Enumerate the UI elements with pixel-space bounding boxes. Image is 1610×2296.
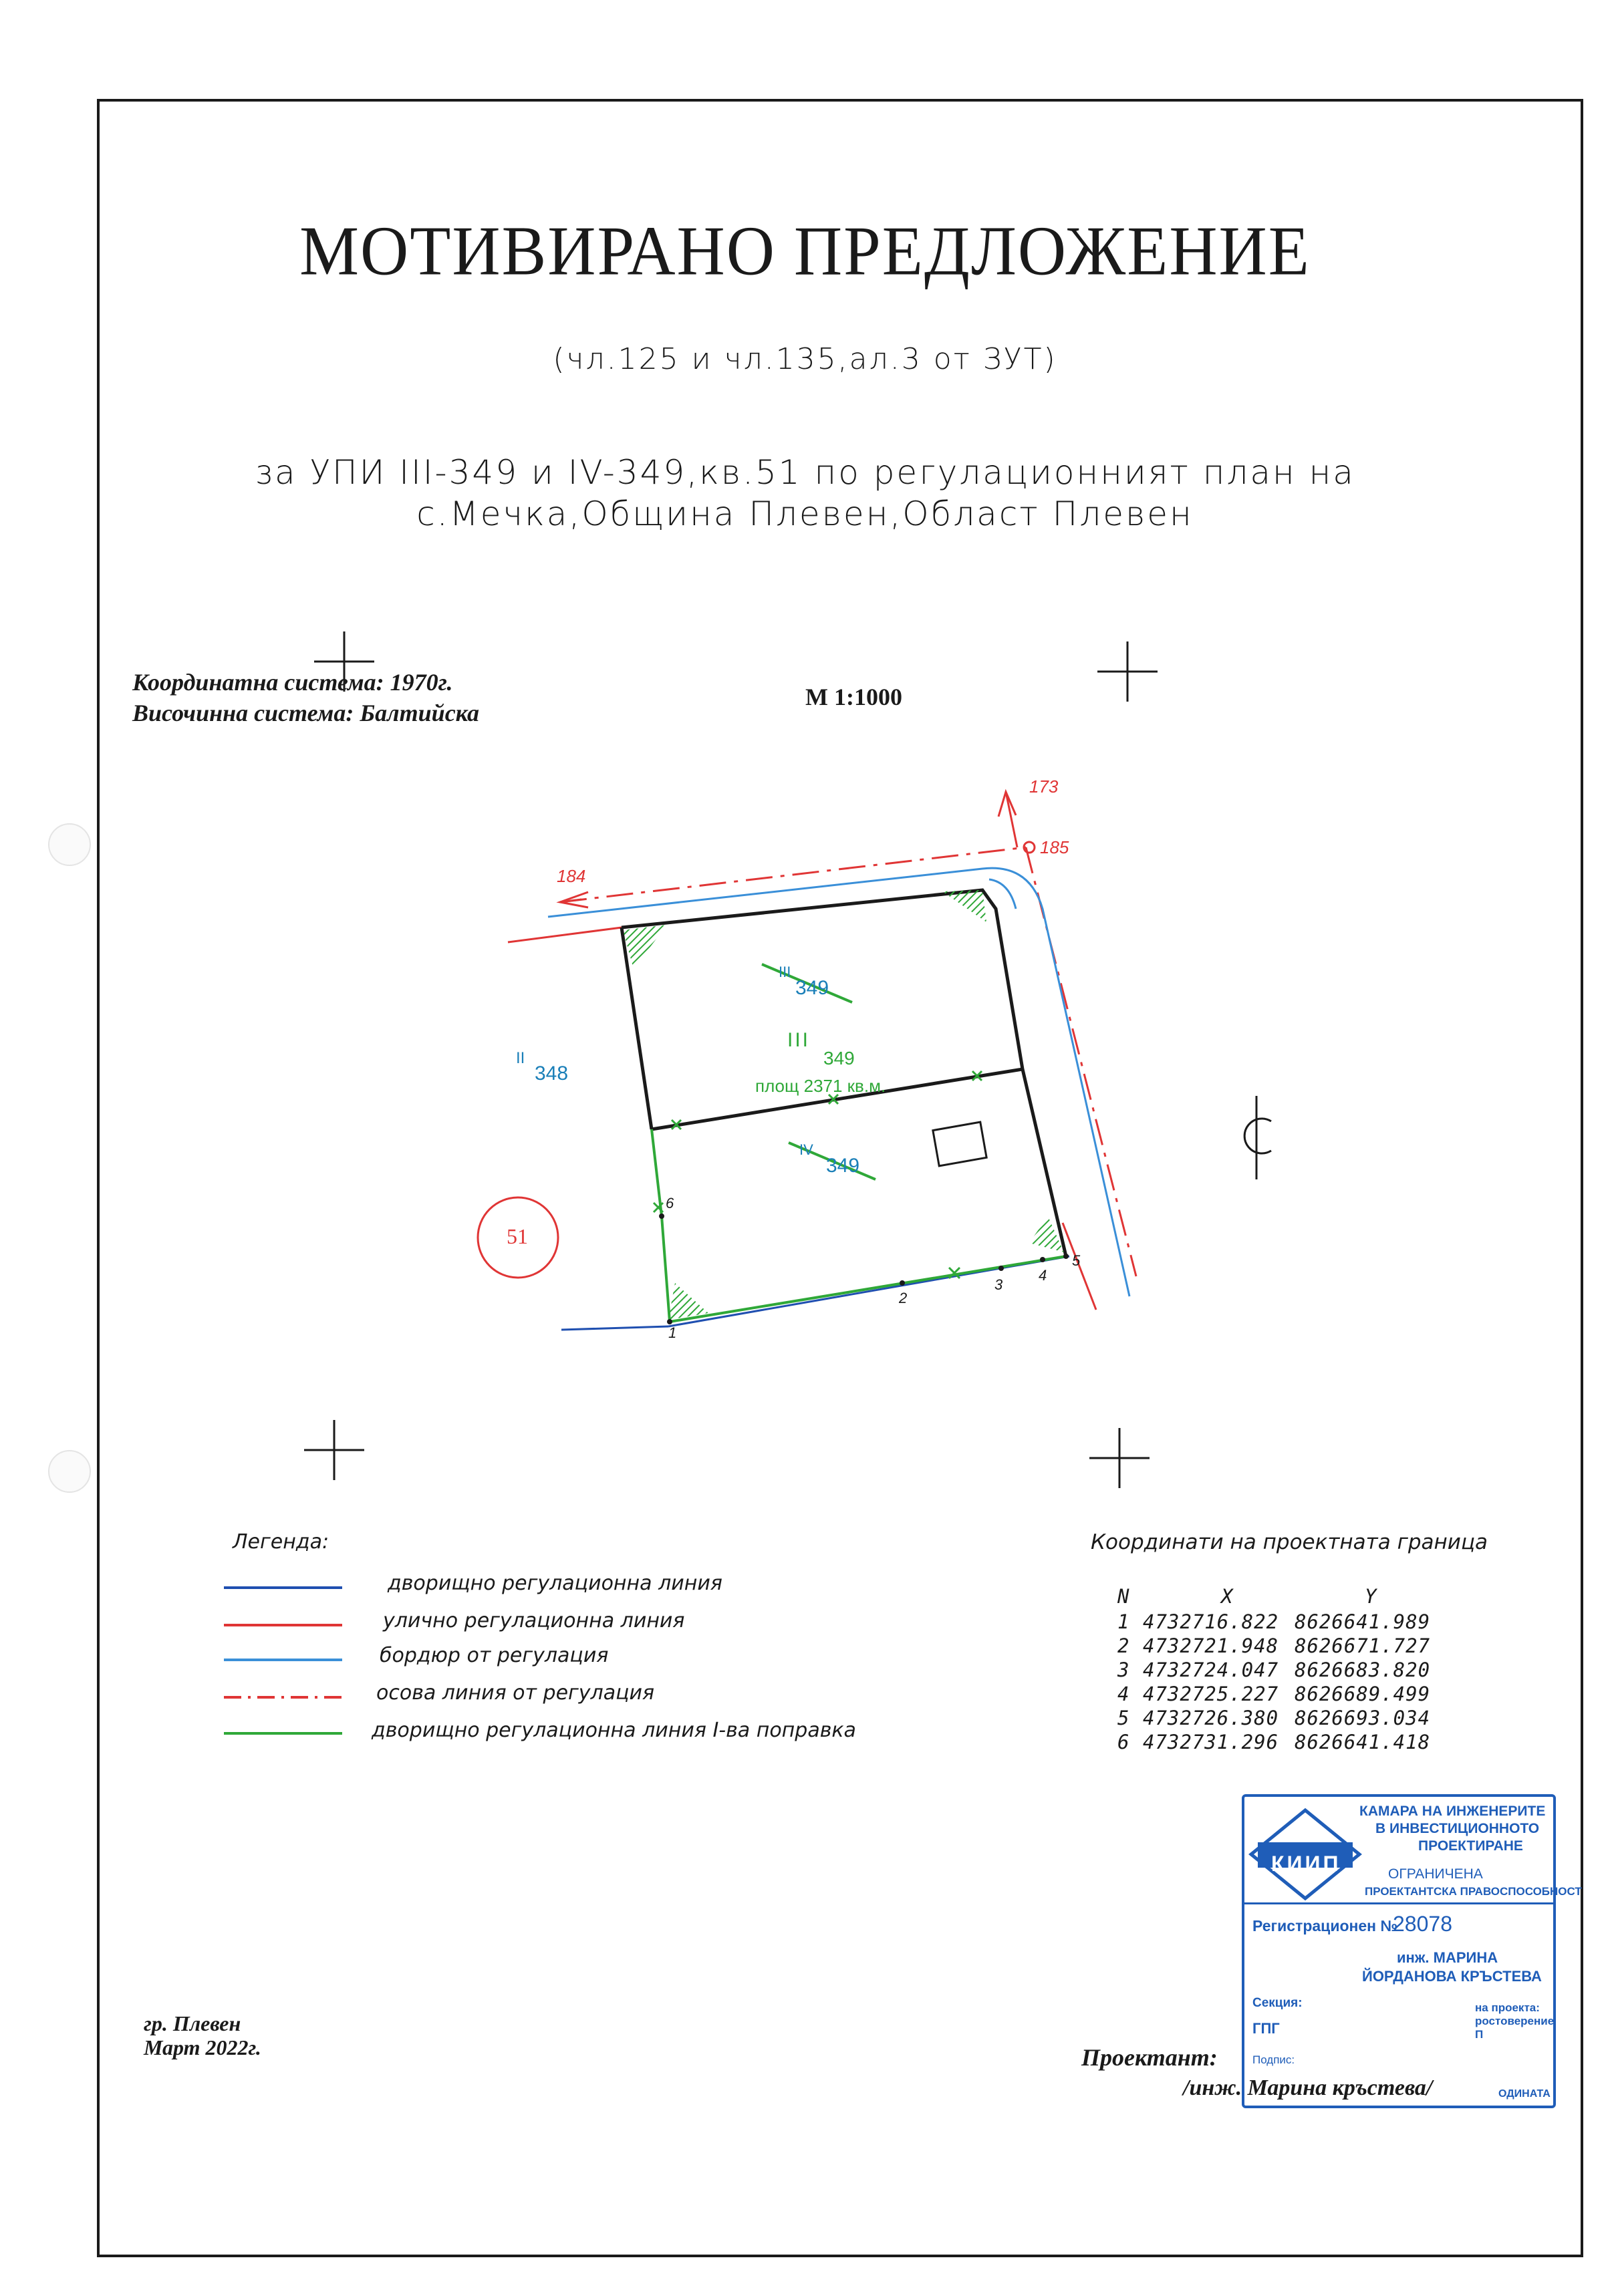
header-n: N xyxy=(1117,1585,1130,1608)
neighbor-plot-roman: II xyxy=(516,1049,525,1067)
street-label-184: 184 xyxy=(557,866,586,886)
parcel-outline xyxy=(622,890,1066,1256)
footer-date: Март 2022г. xyxy=(144,2035,261,2059)
legend-label-4: дворищно регулационна линия I-ва поправка xyxy=(372,1719,856,1742)
row-n: 4 xyxy=(1117,1683,1130,1705)
row-n: 1 xyxy=(1117,1610,1130,1633)
stamp-engineer-line-2: ЙОРДАНОВА КРЪСТЕВА xyxy=(1362,1968,1542,1985)
row-x: 4732721.948 xyxy=(1143,1634,1279,1657)
cross-mark xyxy=(1089,1428,1150,1488)
street-label-185: 185 xyxy=(1040,837,1069,857)
document-title: МОТИВИРАНО ПРЕДЛОЖЕНИЕ xyxy=(299,212,1311,290)
street-reg-line-north xyxy=(508,927,622,942)
point-label-1: 1 xyxy=(668,1324,677,1341)
survey-points xyxy=(659,1213,1069,1324)
header-x: X xyxy=(1221,1585,1234,1608)
row-y: 8626689.499 xyxy=(1295,1683,1431,1705)
row-x: 4732716.822 xyxy=(1143,1610,1279,1633)
stamp-org-line-3: ПРОЕКТИРАНЕ xyxy=(1418,1838,1523,1854)
point-label-2: 2 xyxy=(899,1290,908,1306)
row-n: 6 xyxy=(1117,1731,1130,1753)
document-subtitle: (чл.125 и чл.135,ал.3 от ЗУТ) xyxy=(553,342,1057,376)
row-x: 4732724.047 xyxy=(1143,1659,1279,1681)
coordinates-title: Координати на проектната граница xyxy=(1091,1530,1488,1554)
legend-swatches xyxy=(224,1588,342,1733)
new-plot-roman: III xyxy=(787,1029,811,1051)
street-label-173: 173 xyxy=(1029,776,1059,797)
building xyxy=(933,1122,986,1166)
legend-label-3: осова линия от регулация xyxy=(376,1681,655,1705)
legend-title: Легенда: xyxy=(233,1530,329,1554)
row-x: 4732726.380 xyxy=(1143,1707,1279,1729)
designer-label: Проектант: xyxy=(1081,2044,1218,2071)
stamp-logo-text: КИИП xyxy=(1271,1852,1341,1876)
designer-name: /инж. Марина кръстева/ xyxy=(1183,2075,1433,2100)
header-y: Y xyxy=(1365,1585,1377,1608)
stamp-org-line-1: КАМАРА НА ИНЖЕНЕРИТЕ xyxy=(1359,1804,1546,1819)
point-label-4: 4 xyxy=(1039,1267,1047,1284)
stamp-project-part-2: ростоверение xyxy=(1475,2015,1555,2027)
row-y: 8626683.820 xyxy=(1295,1659,1431,1681)
row-y: 8626641.418 xyxy=(1295,1731,1431,1753)
legend-label-1: улично регулационна линия xyxy=(383,1609,685,1632)
legend-label-0: дворищно регулационна линия xyxy=(388,1572,722,1595)
north-arrow-icon xyxy=(1244,1096,1271,1179)
engineer-stamp xyxy=(1242,1794,1582,2108)
coord-system: Координатна система: 1970г. xyxy=(132,669,453,696)
row-y: 8626641.989 xyxy=(1295,1610,1431,1633)
arrow-173-head xyxy=(998,792,1016,817)
row-n: 2 xyxy=(1117,1634,1130,1657)
cross-mark xyxy=(314,631,374,692)
stamp-reg-number: 28078 xyxy=(1393,1912,1452,1936)
yard-reg-line-south xyxy=(561,1326,668,1330)
stamp-section-label: Секция: xyxy=(1252,1996,1303,2010)
old-plot-upper-number: 349 xyxy=(795,977,829,999)
height-system: Височинна система: Балтийска xyxy=(132,700,480,726)
point-label-6: 6 xyxy=(666,1195,674,1211)
stamp-bottom-text: ОДИНАТА xyxy=(1498,2088,1551,2100)
stamp-reg-label: Регистрационен № xyxy=(1252,1917,1398,1934)
row-x: 4732731.296 xyxy=(1143,1731,1279,1753)
row-n: 5 xyxy=(1117,1707,1130,1729)
old-plot-upper-roman: III xyxy=(779,964,791,980)
stamp-divider xyxy=(1244,1902,1553,1904)
row-y: 8626671.727 xyxy=(1295,1634,1431,1657)
purpose-line-2: с.Мечка,Община Плевен,Област Плевен xyxy=(416,494,1194,533)
row-n: 3 xyxy=(1117,1659,1130,1681)
footer-city: гр. Плевен xyxy=(144,2011,241,2035)
neighbor-plot-number: 348 xyxy=(535,1062,569,1085)
row-x: 4732725.227 xyxy=(1143,1683,1279,1705)
stamp-capacity-line-2: ПРОЕКТАНТСКА ПРАВОСПОСОБНОСТ xyxy=(1365,1885,1582,1898)
point-label-3: 3 xyxy=(994,1276,1003,1293)
scale-label: М 1:1000 xyxy=(805,684,902,710)
plot-area: площ 2371 кв.м. xyxy=(755,1076,886,1096)
register-cross-marks xyxy=(304,631,1158,1488)
stamp-section-value: ГПГ xyxy=(1252,2020,1280,2037)
old-plot-lower-roman: IV xyxy=(799,1141,813,1158)
new-plot-number: 349 xyxy=(823,1048,855,1068)
stamp-sign-label: Подпис: xyxy=(1252,2053,1295,2066)
block-number: 51 xyxy=(507,1224,528,1248)
legend-label-2: бордюр от регулация xyxy=(380,1644,609,1667)
stamp-project-part-1: на проекта: xyxy=(1475,2001,1540,2014)
stamp-engineer-line-1: инж. МАРИНА xyxy=(1397,1949,1498,1966)
corner-hatches xyxy=(623,890,1064,1320)
cross-mark xyxy=(1097,641,1158,702)
purpose-line-1: за УПИ III-349 и IV-349,кв.51 по регулационният план на xyxy=(255,453,1355,492)
cross-mark xyxy=(304,1420,364,1480)
stamp-org-line-2: В ИНВЕСТИЦИОННОТО xyxy=(1375,1821,1540,1836)
point-label-5: 5 xyxy=(1072,1252,1081,1269)
stamp-capacity-line-1: ОГРАНИЧЕНА xyxy=(1388,1866,1483,1882)
row-y: 8626693.034 xyxy=(1295,1707,1431,1729)
old-plot-lower-number: 349 xyxy=(826,1155,860,1177)
stamp-project-part-3: П xyxy=(1475,2028,1484,2041)
arrow-173 xyxy=(1006,792,1017,847)
